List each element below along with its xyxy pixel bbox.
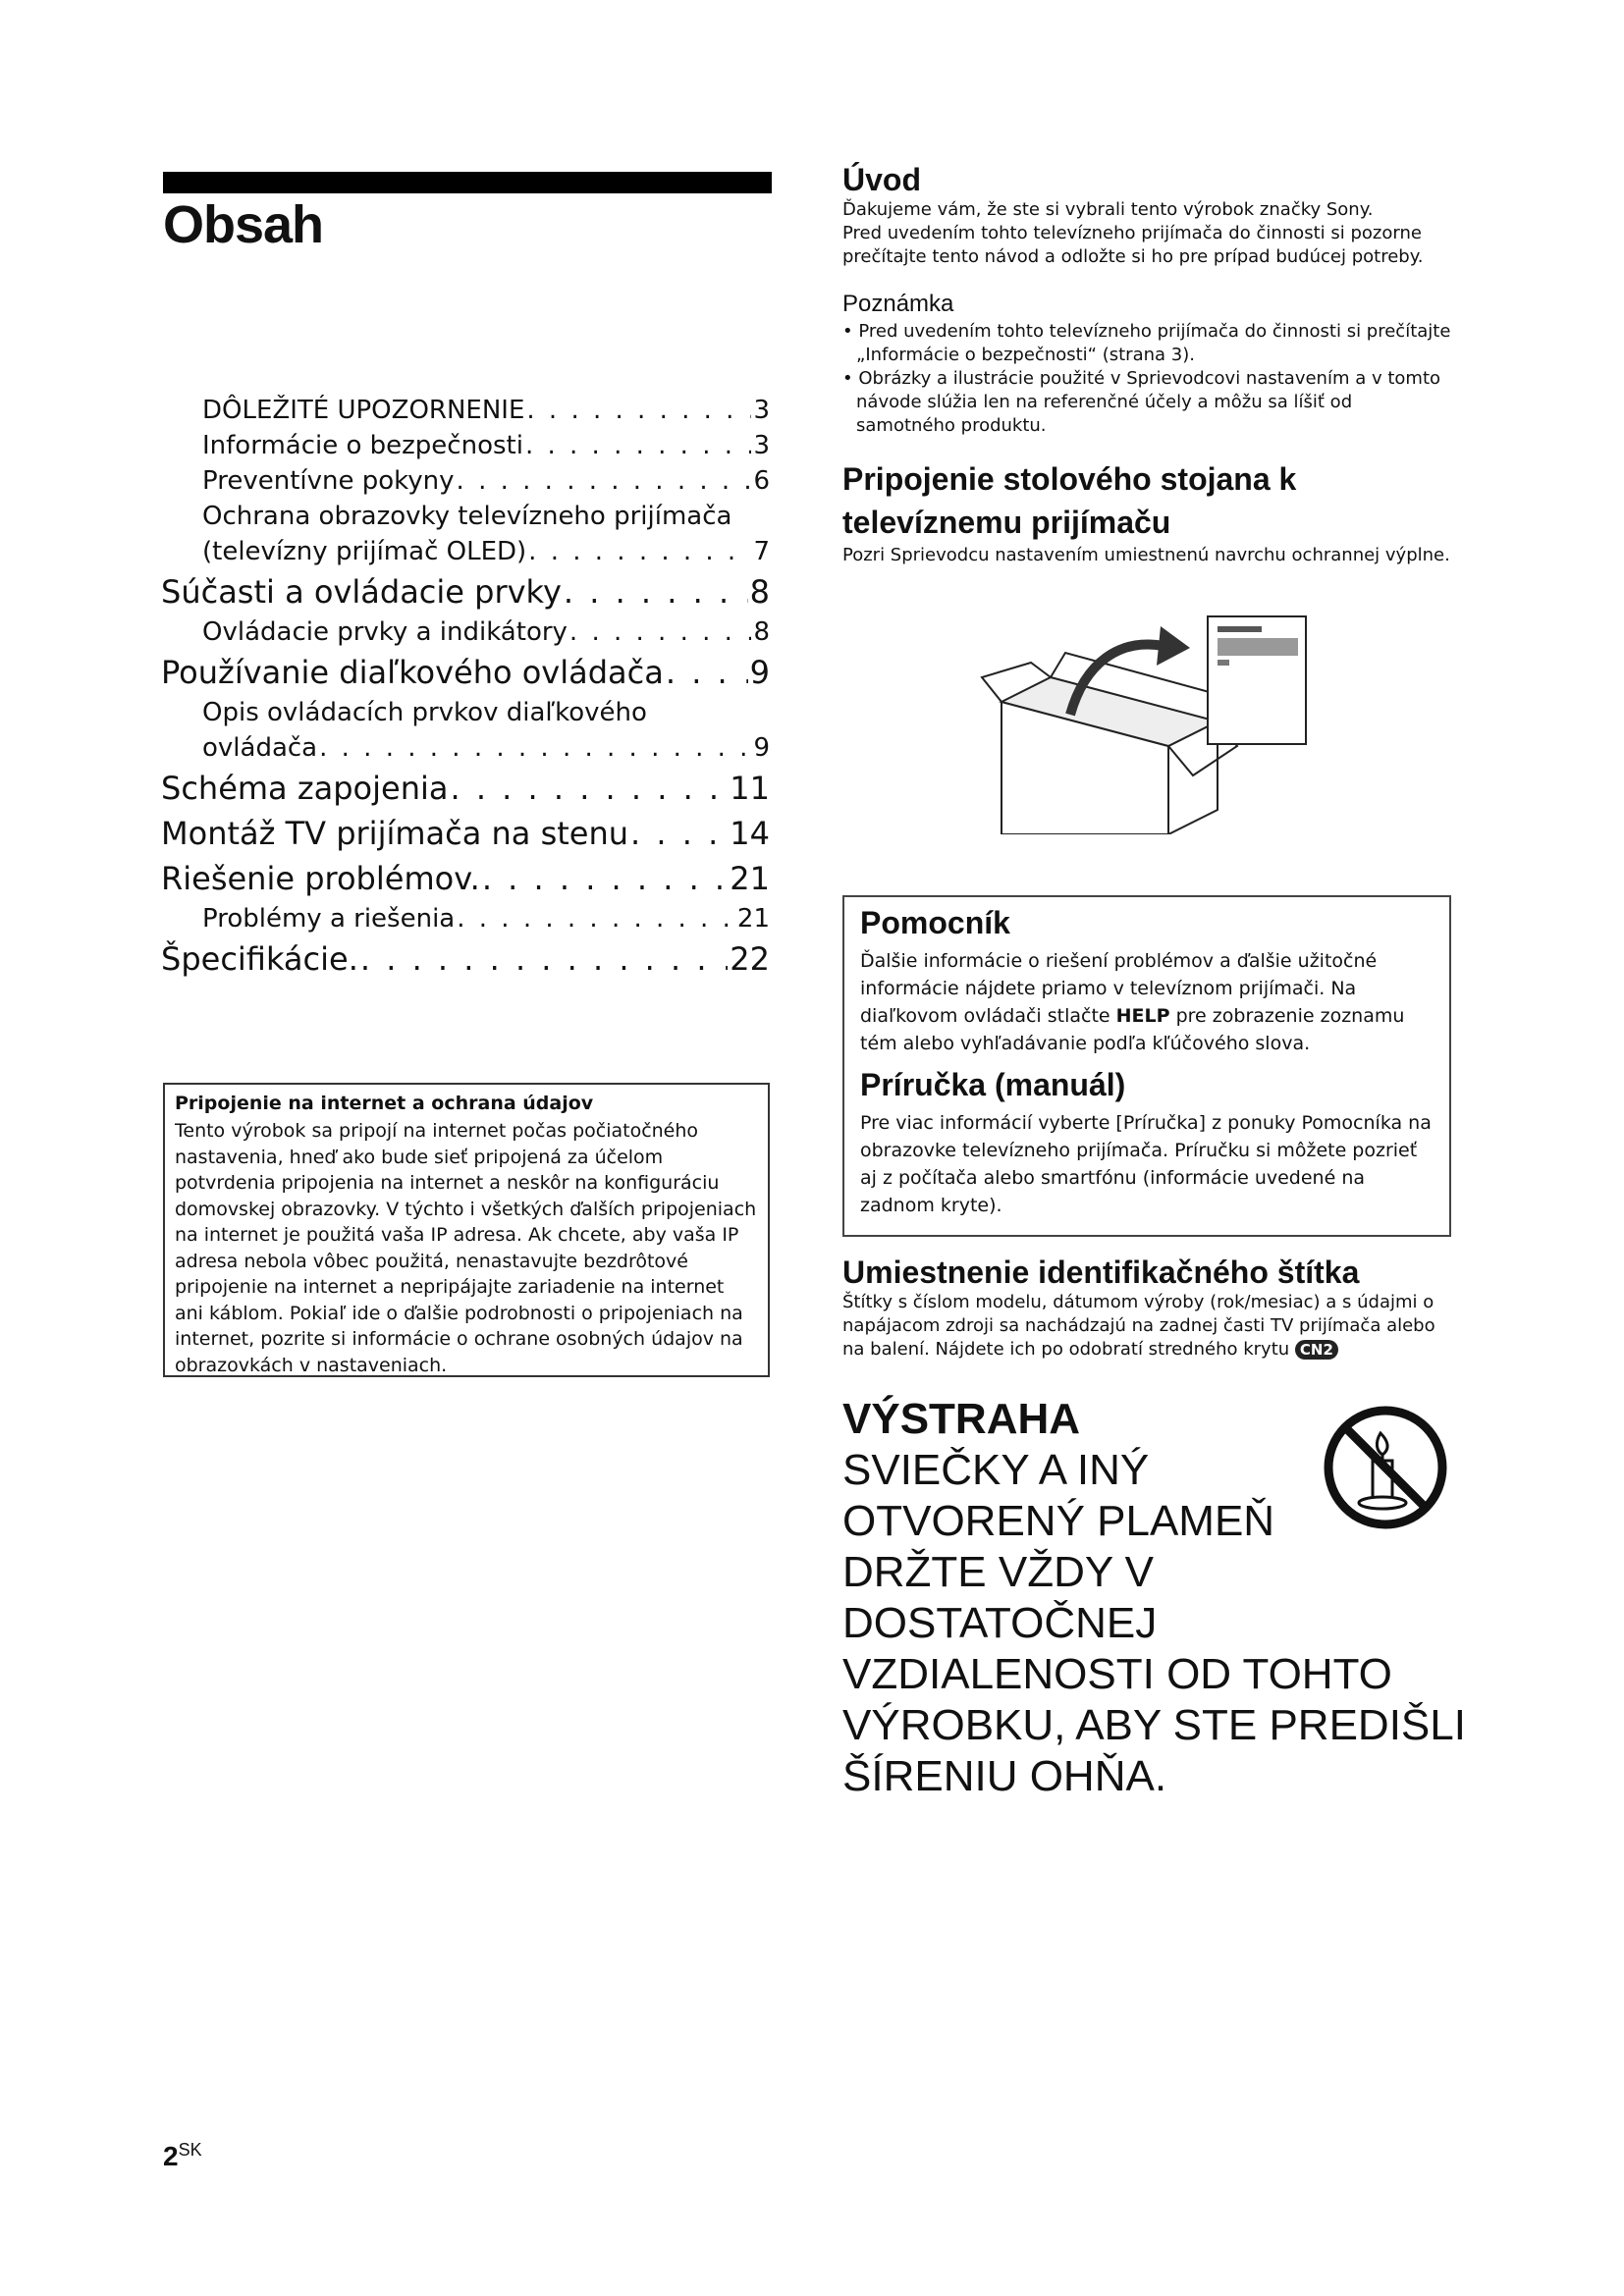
toc-entry[interactable]: Problémy a riešenia . . . 21 <box>161 901 770 936</box>
box-illustration <box>982 653 1237 834</box>
label-text: Štítky s číslom modelu, dátumom výroby (rok/mesiac) a s údajmi o napájacom zdroji sa nachádzajú na zadnej časti TV prijímača alebo na balení. Nájdete ich po odobratí stredného krytu CN2 <box>842 1292 1435 1360</box>
help-box <box>842 895 1451 1237</box>
label-heading: Umiestnenie identifikačného štítka <box>842 1255 1360 1290</box>
note-item: • Pred uvedením tohto televízneho prijímača do činnosti si prečítajte „Informácie o bezpečnosti“ (strana 3). <box>842 321 1451 365</box>
warning-line: VZDIALENOSTI OD TOHTO <box>842 1650 1392 1698</box>
manual-heading: Príručka (manuál) <box>860 1067 1126 1102</box>
toc-entry[interactable]: Montáž TV prijímača na stenu . . . 14 <box>161 811 770 856</box>
internet-privacy-text: Tento výrobok sa pripojí na internet počas počiatočného nastavenia, hneď ako bude sieť pripojená za účelom potvrdenia pripojenia na internet a neskôr na konfiguráciu domovskej obrazovky. V týchto i všetkých ďalších pripojeniach na internet je použitá vaša IP adresa. Ak chcete, aby vaša IP adresa nebola vôbec použitá, nenastavujte bezdrôtové pripojenie na internet a nepripájajte zariadenie na internet ani káblom. Pokiaľ ide o ďalšie podrobnosti o pripojeniach na internet, pozrite si informácie o ochrane osobných údajov na obrazovkách v nastaveniach. <box>175 1120 757 1376</box>
stand-section <box>842 457 1451 567</box>
label-location-section <box>842 1255 1451 1362</box>
no-candle-icon <box>1322 1404 1449 1531</box>
stand-heading: Pripojenie stolového stojana k televíznemu prijímaču <box>842 461 1297 540</box>
warning-line: ŠÍRENIU OHŇA. <box>842 1752 1167 1800</box>
cn2-badge-icon: CN2 <box>1295 1340 1338 1360</box>
warning-line: SVIEČKY A INÝ <box>842 1446 1150 1494</box>
toc-entry[interactable]: Ochrana obrazovky televízneho prijímača <box>202 502 732 531</box>
toc-entry[interactable]: Ovládacie prvky a indikátory . . . 8 <box>161 614 770 650</box>
warning-heading: VÝSTRAHA <box>842 1395 1081 1443</box>
table-of-contents <box>161 393 770 982</box>
warning-line: OTVORENÝ PLAMEŇ <box>842 1497 1275 1545</box>
toc-entry[interactable]: Riešenie problémov. . . . 21 <box>161 856 770 901</box>
internet-privacy-box <box>163 1083 770 1377</box>
help-heading: Pomocník <box>860 905 1010 940</box>
toc-entry[interactable]: Používanie diaľkového ovládača . . . 9 <box>161 650 770 695</box>
toc-entry[interactable]: (televízny prijímač OLED) . . . 7 <box>161 534 770 569</box>
toc-entry[interactable]: Špecifikácie. . . . 22 <box>161 936 770 982</box>
page-title: Obsah <box>163 195 324 254</box>
toc-entry[interactable]: Informácie o bezpečnosti . . . 3 <box>161 428 770 463</box>
note-item: • Obrázky a ilustrácie použité v Sprievodcovi nastavením a v tomto návode slúžia len na referenčné účely a môžu sa líšiť od samotného produktu. <box>842 368 1441 436</box>
intro-heading: Úvod <box>842 162 921 197</box>
toc-entry[interactable]: DÔLEŽITÉ UPOZORNENIE . . . 3 <box>161 393 770 428</box>
arrow-head-icon <box>1157 626 1190 666</box>
help-key-label: HELP <box>1115 1005 1170 1027</box>
internet-privacy-title: Pripojenie na internet a ochrana údajov <box>175 1093 594 1114</box>
warning-line: DRŽTE VŽDY V DOSTATOČNEJ <box>842 1548 1158 1647</box>
toc-entry[interactable]: ovládača . . . 9 <box>161 730 770 766</box>
toc-entry[interactable]: Schéma zapojenia . . . 11 <box>161 766 770 811</box>
intro-text: Pred uvedením tohto televízneho prijímača do činnosti si pozorne prečítajte tento návod a odložte si ho pre prípad budúcej potreby. <box>842 223 1424 267</box>
page-number: $2^{SK}$ <box>163 2140 202 2171</box>
box-setup-guide-illustration <box>972 609 1326 834</box>
note-section <box>842 291 1451 438</box>
note-list <box>842 320 1451 438</box>
note-heading: Poznámka <box>842 291 954 317</box>
stand-text: Pozri Sprievodcu nastavením umiestnenú navrchu ochrannej výplne. <box>842 545 1450 565</box>
title-bar <box>163 172 772 193</box>
intro-thanks: Ďakujeme vám, že ste si vybrali tento výrobok značky Sony. <box>842 199 1374 220</box>
help-text: Ďalšie informácie o riešení problémov a ďalšie užitočné informácie nájdete priamo v televíznom prijímači. Na diaľkovom ovládači stlačte HELP pre zobrazenie zoznamu tém alebo vyhľadávanie podľa kľúčového slova. <box>860 950 1405 1054</box>
toc-entry[interactable]: Preventívne pokyny . . . 6 <box>161 463 770 499</box>
intro-section <box>842 162 1451 269</box>
setup-guide-sheet-icon <box>1208 616 1306 744</box>
manual-text: Pre viac informácií vyberte [Príručka] z ponuky Pomocníka na obrazovke televízneho prijímača. Príručku si môžete pozrieť aj z počítača alebo smartfónu (informácie uvedené na zadnom kryte). <box>860 1112 1432 1216</box>
toc-entry[interactable]: Súčasti a ovládacie prvky . . . 8 <box>161 569 770 614</box>
toc-entry[interactable]: Opis ovládacích prvkov diaľkového <box>202 698 647 727</box>
warning-line: VÝROBKU, ABY STE PREDIŠLI <box>842 1701 1466 1749</box>
